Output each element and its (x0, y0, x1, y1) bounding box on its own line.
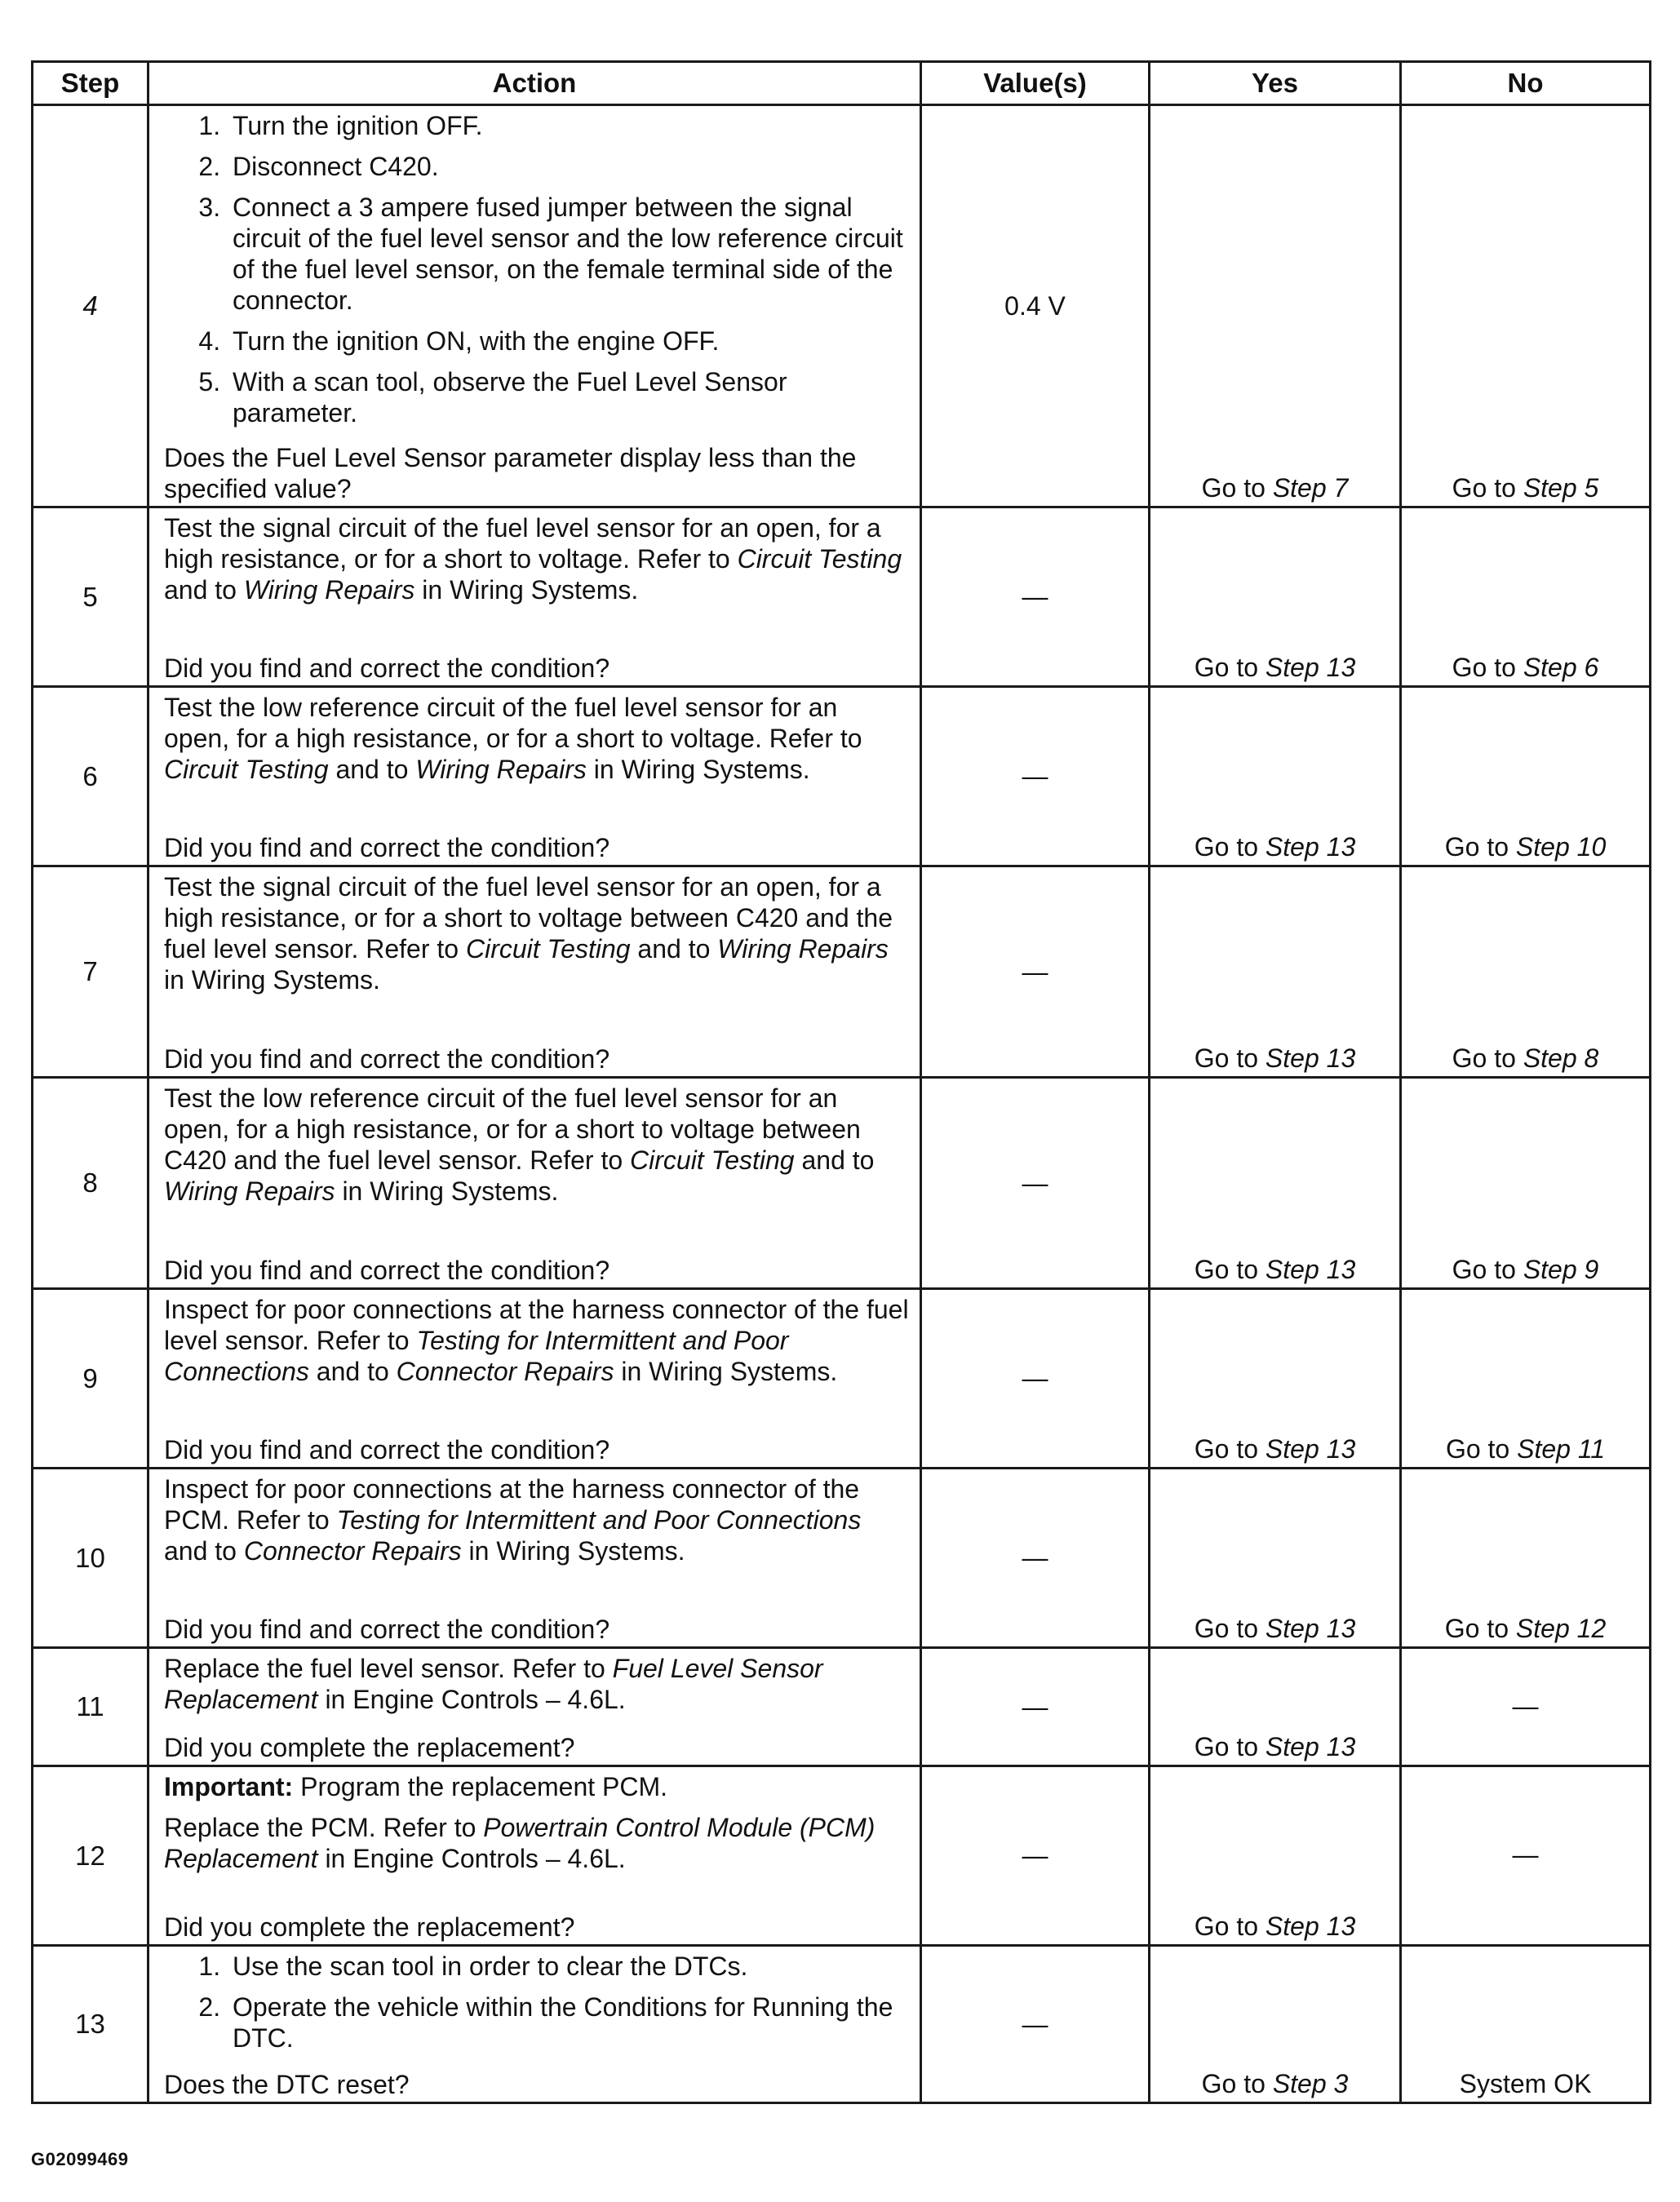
action-question: Did you complete the replacement? (164, 1732, 575, 1762)
instruction-text: Test the low reference circuit of the fuel level sensor for an open, for a high resistance, or for a short to voltage. Refer to (164, 692, 862, 753)
action-content (164, 1653, 910, 1763)
reference-title: Circuit Testing (465, 933, 631, 964)
instruction-text: Replace the fuel level sensor. Refer to (164, 1653, 613, 1683)
reference-title: Fuel Level Sensor Replacement (164, 1653, 823, 1714)
reference-title: Connector Repairs (243, 1535, 462, 1566)
table-row (33, 1766, 1651, 1946)
instruction-text: Inspect for poor connections at the harness connector of the PCM. Refer to (164, 1473, 860, 1535)
yes-cell (1150, 1289, 1401, 1469)
action-cell (148, 507, 921, 687)
no-cell: — (1401, 1648, 1651, 1766)
reference-title: Powertrain Control Module (PCM) Replacement (164, 1812, 875, 1873)
action-spacer (164, 1207, 910, 1255)
goto-prefix: Go to (1452, 1255, 1523, 1284)
action-cell (148, 1469, 921, 1648)
goto-prefix: Go to (1194, 832, 1266, 862)
no-cell: System OK (1401, 1946, 1651, 2103)
action-question: Did you complete the replacement? (164, 1912, 575, 1942)
yes-cell (1150, 1946, 1401, 2103)
goto-step-link[interactable]: Step 8 (1523, 1043, 1599, 1073)
no-cell (1401, 1289, 1651, 1469)
goto-prefix: Go to (1444, 832, 1516, 862)
action-question: Does the Fuel Level Sensor parameter display less than the specified value? (164, 442, 857, 503)
goto-step-link[interactable]: Step 10 (1515, 832, 1607, 862)
no-cell (1401, 687, 1651, 866)
value-cell: — (921, 1469, 1150, 1648)
action-question: Does the DTC reset? (164, 2069, 410, 2099)
action-spacer (164, 1566, 910, 1614)
action-content (164, 1294, 910, 1465)
goto-step-link[interactable]: Step 13 (1265, 1043, 1356, 1073)
goto-prefix: Go to (1194, 1614, 1266, 1643)
step-number: 5 (33, 507, 148, 687)
goto-step-link[interactable]: Step 13 (1265, 1255, 1356, 1284)
reference-title: Circuit Testing (164, 754, 329, 784)
action-cell (148, 1078, 921, 1289)
action-cell (148, 687, 921, 866)
action-question: Did you find and correct the condition? (164, 832, 610, 862)
goto-prefix: Go to (1194, 1732, 1266, 1761)
step-number: 6 (33, 687, 148, 866)
figure-code: G02099469 (31, 2149, 129, 2169)
yes-cell (1150, 1766, 1401, 1946)
goto-prefix: Go to (1444, 1614, 1516, 1643)
action-instruction (164, 1812, 910, 1874)
goto-step-link[interactable]: Step 11 (1517, 1434, 1606, 1464)
instruction-text: and to (794, 1145, 875, 1175)
goto-prefix: Go to (1194, 653, 1266, 682)
action-step-item: 1. Turn the ignition OFF. (228, 110, 910, 141)
goto-prefix: Go to (1201, 473, 1273, 503)
action-spacer (164, 1715, 910, 1732)
yes-cell (1150, 1469, 1401, 1648)
action-question: Did you find and correct the condition? (164, 1434, 610, 1464)
yes-cell (1150, 507, 1401, 687)
action-spacer (164, 2063, 910, 2069)
header-step: Step (33, 62, 148, 105)
instruction-text: in Engine Controls – 4.6L. (317, 1843, 626, 1873)
instruction-text: Test the signal circuit of the fuel level sensor for an open, for a high resistance, or for a short to voltage. Refer to (164, 512, 881, 574)
instruction-text: in Engine Controls – 4.6L. (317, 1684, 626, 1714)
action-step-item: 1. Use the scan tool in order to clear the DTCs. (228, 1951, 910, 1982)
reference-title: Wiring Repairs (717, 933, 889, 964)
important-text: Program the replacement PCM. (293, 1771, 668, 1801)
action-spacer (164, 605, 910, 653)
no-cell (1401, 105, 1651, 507)
value-cell: — (921, 1078, 1150, 1289)
instruction-text: in Wiring Systems. (414, 574, 639, 605)
goto-prefix: Go to (1194, 1912, 1266, 1941)
goto-step-link[interactable]: Step 13 (1265, 1732, 1356, 1761)
goto-step-link[interactable]: Step 3 (1272, 2069, 1349, 2098)
action-cell (148, 1946, 921, 2103)
goto-step-link[interactable]: Step 13 (1265, 1614, 1356, 1643)
action-step-item: 3. Connect a 3 ampere fused jumper between the signal circuit of the fuel level sensor and the low reference circuit of the fuel level sensor, on the female terminal side of the connector. (228, 192, 910, 316)
important-label: Important: (164, 1771, 294, 1801)
action-spacer (164, 1874, 910, 1912)
action-step-item: 2. Operate the vehicle within the Conditions for Running the DTC. (228, 1992, 910, 2054)
goto-prefix: Go to (1194, 1255, 1266, 1284)
goto-prefix: Go to (1445, 1434, 1518, 1464)
reference-title: Connector Repairs (396, 1356, 614, 1386)
step-number: 9 (33, 1289, 148, 1469)
instruction-text: Test the low reference circuit of the fuel level sensor for an open, for a high resistance, or for a short to voltage between C420 and the fuel level sensor. Refer to (164, 1083, 861, 1175)
action-instruction (164, 871, 910, 995)
reference-title: Wiring Repairs (415, 754, 587, 784)
header-action: Action (148, 62, 921, 105)
value-cell: — (921, 507, 1150, 687)
table-body (33, 105, 1651, 2103)
instruction-text: Replace the PCM. Refer to (164, 1812, 484, 1842)
instruction-text: and to (164, 1535, 244, 1566)
action-question: Did you find and correct the condition? (164, 1043, 610, 1074)
action-content (164, 1951, 910, 2100)
instruction-text: and to (164, 574, 244, 605)
goto-prefix: Go to (1201, 2069, 1273, 2098)
value-cell: — (921, 1946, 1150, 2103)
reference-title: Testing for Intermittent and Poor Connections (164, 1325, 789, 1386)
action-instruction (164, 1653, 910, 1715)
goto-step-link[interactable]: Step 13 (1265, 1912, 1356, 1941)
action-question: Did you find and correct the condition? (164, 653, 610, 683)
action-instruction (164, 1473, 910, 1566)
action-steps-list (164, 1951, 910, 2063)
value-cell: — (921, 1766, 1150, 1946)
step-number: 13 (33, 1946, 148, 2103)
action-instruction (164, 512, 910, 605)
step-number: 7 (33, 866, 148, 1078)
action-spacer (164, 1387, 910, 1434)
reference-title: Circuit Testing (630, 1145, 795, 1175)
table-row (33, 1946, 1651, 2103)
instruction-text: in Wiring Systems. (586, 754, 810, 784)
action-cell (148, 1766, 921, 1946)
no-cell (1401, 866, 1651, 1078)
table-row (33, 1469, 1651, 1648)
header-yes: Yes (1150, 62, 1401, 105)
instruction-text: in Wiring Systems. (461, 1535, 685, 1566)
important-note (164, 1771, 910, 1802)
goto-step-link[interactable]: Step 5 (1523, 473, 1599, 503)
diagnostic-table (31, 60, 1651, 2104)
header-no: No (1401, 62, 1651, 105)
action-spacer (164, 785, 910, 832)
step-number: 12 (33, 1766, 148, 1946)
action-step-item: 5. With a scan tool, observe the Fuel Level Sensor parameter. (228, 366, 910, 428)
action-instruction (164, 692, 910, 785)
action-instruction (164, 1083, 910, 1207)
action-step-item: 4. Turn the ignition ON, with the engine OFF. (228, 326, 910, 357)
yes-cell (1150, 1648, 1401, 1766)
value-cell: 0.4 V (921, 105, 1150, 507)
reference-title: Testing for Intermittent and Poor Connections (336, 1504, 862, 1535)
goto-step-link[interactable]: Step 7 (1272, 473, 1349, 503)
action-content (164, 1473, 910, 1645)
table-row (33, 1648, 1651, 1766)
instruction-text: Inspect for poor connections at the harness connector of the fuel level sensor. Refer to (164, 1294, 909, 1355)
yes-cell (1150, 687, 1401, 866)
header-values: Value(s) (921, 62, 1150, 105)
reference-title: Wiring Repairs (164, 1176, 335, 1206)
goto-step-link[interactable]: Step 9 (1523, 1255, 1599, 1284)
action-question: Did you find and correct the condition? (164, 1614, 610, 1644)
action-content (164, 692, 910, 863)
yes-cell (1150, 1078, 1401, 1289)
instruction-text: in Wiring Systems. (335, 1176, 559, 1206)
table-row (33, 866, 1651, 1078)
goto-prefix: Go to (1194, 1434, 1266, 1464)
reference-title: Wiring Repairs (243, 574, 415, 605)
reference-title: Circuit Testing (737, 543, 902, 574)
action-cell (148, 1648, 921, 1766)
goto-prefix: Go to (1452, 473, 1523, 503)
no-cell (1401, 1078, 1651, 1289)
no-cell (1401, 507, 1651, 687)
action-content (164, 110, 910, 504)
step-number: 4 (33, 105, 148, 507)
action-cell (148, 1289, 921, 1469)
goto-prefix: Go to (1452, 653, 1523, 682)
yes-cell (1150, 866, 1401, 1078)
action-cell (148, 866, 921, 1078)
instruction-text: in Wiring Systems. (614, 1356, 838, 1386)
action-content (164, 1771, 910, 1943)
no-cell: — (1401, 1766, 1651, 1946)
action-cell (148, 105, 921, 507)
value-cell: — (921, 687, 1150, 866)
action-instruction (164, 1294, 910, 1387)
instruction-text: and to (328, 754, 416, 784)
value-cell: — (921, 1289, 1150, 1469)
yes-cell (1150, 105, 1401, 507)
table-row (33, 1289, 1651, 1469)
step-number: 8 (33, 1078, 148, 1289)
goto-prefix: Go to (1194, 1043, 1266, 1073)
goto-prefix: Go to (1452, 1043, 1523, 1073)
instruction-text: Test the signal circuit of the fuel level sensor for an open, for a high resistance, or for a short to voltage between C420 and the fuel level sensor. Refer to (164, 871, 893, 964)
table-row (33, 105, 1651, 507)
goto-step-link[interactable]: Step 13 (1265, 1434, 1356, 1464)
action-question: Did you find and correct the condition? (164, 1255, 610, 1285)
goto-step-link[interactable]: Step 13 (1265, 653, 1356, 682)
header-row (33, 62, 1651, 105)
action-spacer (164, 995, 910, 1043)
step-number: 11 (33, 1648, 148, 1766)
no-cell (1401, 1469, 1651, 1648)
goto-step-link[interactable]: Step 6 (1523, 653, 1599, 682)
step-number: 10 (33, 1469, 148, 1648)
table-row (33, 1078, 1651, 1289)
value-cell: — (921, 1648, 1150, 1766)
action-content (164, 512, 910, 684)
table-row (33, 687, 1651, 866)
instruction-text: in Wiring Systems. (164, 964, 380, 995)
action-step-item: 2. Disconnect C420. (228, 151, 910, 182)
action-content (164, 1083, 910, 1286)
goto-step-link[interactable]: Step 12 (1515, 1614, 1607, 1643)
table-row (33, 507, 1651, 687)
goto-step-link[interactable]: Step 13 (1265, 832, 1356, 862)
instruction-text: and to (630, 933, 718, 964)
action-content (164, 871, 910, 1074)
instruction-text: and to (308, 1356, 397, 1386)
action-steps-list (164, 110, 910, 438)
value-cell: — (921, 866, 1150, 1078)
